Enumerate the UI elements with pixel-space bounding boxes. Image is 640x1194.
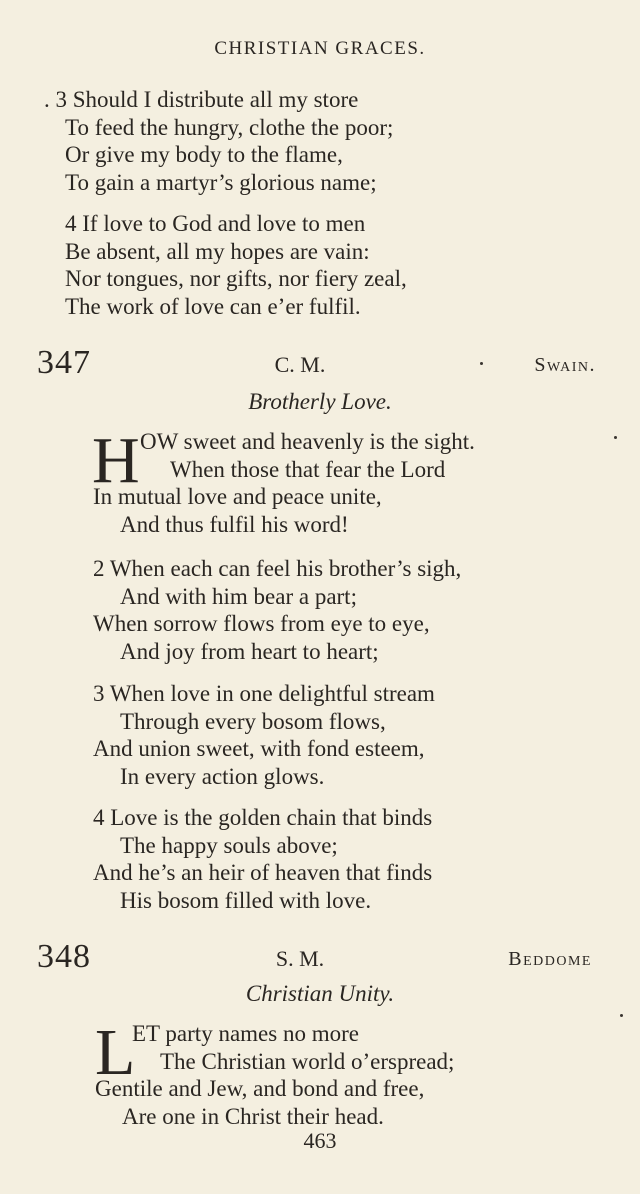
hymn-348-stanza-1 — [0, 1016, 640, 1130]
running-head: CHRISTIAN GRACES. — [214, 38, 426, 59]
hymn-title: Christian Unity. — [245, 981, 395, 1006]
stanza-4-continued — [0, 210, 640, 320]
stanza-line: And joy from heart to heart; — [120, 638, 379, 664]
page-number: 463 — [303, 1128, 337, 1153]
stanza-line: Be absent, all my hopes are vain: — [65, 238, 370, 264]
stanza-3-continued — [0, 86, 640, 196]
print-speck — [620, 1014, 623, 1017]
meter: S. M. — [275, 946, 325, 971]
stanza-line: 4 Love is the golden chain that binds — [93, 805, 433, 830]
hymn-title: Brotherly Love. — [248, 389, 392, 414]
print-speck — [480, 362, 483, 365]
stanza-line: OW sweet and heavenly is the sight. — [140, 429, 475, 454]
stanza-line: And he’s an heir of heaven that finds — [93, 860, 433, 885]
stanza-line: The work of love can e’er fulfil. — [65, 293, 361, 319]
hymn-number: 348 — [37, 938, 91, 975]
hymn-347-stanza-2 — [0, 555, 640, 665]
stanza-line: In mutual love and peace unite, — [93, 484, 382, 509]
hymn-347-stanza-4 — [0, 804, 640, 914]
stanza-line: When those that fear the Lord — [170, 456, 446, 482]
stanza-line: And with him bear a part; — [120, 583, 357, 609]
stanza-line: Nor tongues, nor gifts, nor fiery zeal, — [65, 266, 407, 291]
hymn-347-stanza-1 — [0, 424, 640, 538]
stanza-line: Are one in Christ their head. — [122, 1103, 384, 1129]
hymn-348-header — [0, 938, 640, 978]
stanza-line: 2 When each can feel his brother’s sigh, — [93, 556, 462, 581]
stanza-line: To feed the hungry, clothe the poor; — [65, 114, 394, 140]
drop-cap: L — [95, 1016, 136, 1089]
stanza-line: . 3 Should I distribute all my store — [44, 87, 359, 112]
print-speck — [614, 436, 617, 439]
composer: Swain. — [534, 354, 596, 376]
stanza-line: Or give my body to the flame, — [65, 142, 343, 167]
stanza-line: His bosom filled with love. — [120, 887, 372, 913]
composer: Beddome — [508, 948, 592, 970]
stanza-line: In every action glows. — [120, 763, 325, 789]
stanza-line: And union sweet, with fond esteem, — [93, 736, 425, 761]
hymn-347-header — [0, 344, 640, 384]
hymn-number: 347 — [37, 344, 91, 381]
stanza-line: Gentile and Jew, and bond and free, — [95, 1076, 425, 1101]
hymn-347-stanza-3 — [0, 680, 640, 790]
stanza-line: And thus fulfil his word! — [120, 511, 349, 537]
meter: C. M. — [274, 352, 326, 377]
stanza-line: To gain a martyr’s glorious name; — [65, 169, 377, 195]
stanza-line: When sorrow flows from eye to eye, — [93, 611, 430, 636]
stanza-line: 4 If love to God and love to men — [65, 211, 366, 236]
drop-cap: H — [92, 424, 140, 497]
stanza-line: The Christian world o’erspread; — [160, 1048, 455, 1074]
stanza-line: ET party names no more — [132, 1021, 359, 1046]
stanza-line: 3 When love in one delightful stream — [93, 681, 435, 706]
stanza-line: The happy souls above; — [120, 832, 338, 858]
stanza-line: Through every bosom flows, — [120, 708, 386, 734]
